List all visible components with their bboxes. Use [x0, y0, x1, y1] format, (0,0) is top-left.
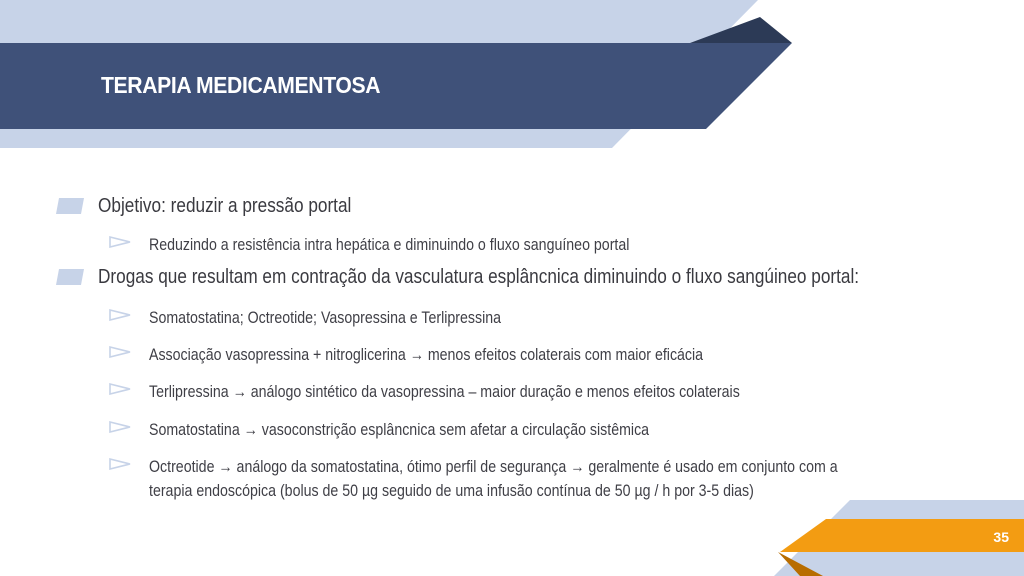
bullet-arrow-icon	[109, 383, 131, 395]
sub-bullet-somatostatina-detail: vasoconstrição esplâncnica sem afetar a circulação sistêmica	[261, 421, 650, 439]
bullet-arrow-icon	[109, 346, 131, 358]
sub-bullet-associacao-subject: Associação vasopressina + nitroglicerina	[149, 346, 406, 364]
right-arrow-icon: →	[409, 346, 424, 364]
sub-bullet-drugs-list: Somatostatina; Octreotide; Vasopressina e Terlipressina	[149, 309, 502, 327]
slide-title: TERAPIA MEDICAMENTOSA	[101, 72, 381, 98]
sub-bullet-terlipressina-subject: Terlipressina	[149, 383, 229, 401]
bullet-square-icon	[56, 198, 84, 214]
sub-bullet-terlipressina-detail: análogo sintético da vasopressina – maior duração e menos efeitos colaterais	[250, 383, 740, 401]
sub-bullet-reduzindo: Reduzindo a resistência intra hepática e diminuindo o fluxo sanguíneo portal	[149, 236, 630, 254]
sub-bullet-octreotide-subject: Octreotide	[149, 458, 215, 476]
bullet-drogas: Drogas que resultam em contração da vasculatura esplâncnica diminuindo o fluxo sangúineo portal:	[98, 266, 860, 288]
sub-bullet-octreotide-profile: análogo da somatostatina, ótimo perfil de segurança	[236, 458, 567, 476]
sub-bullet-terlipressina	[149, 381, 740, 404]
bullet-arrow-icon	[109, 236, 131, 248]
bullet-arrow-icon	[109, 421, 131, 433]
right-arrow-icon: →	[570, 458, 585, 476]
sub-bullet-associacao	[149, 344, 703, 367]
sub-bullet-somatostatina-subject: Somatostatina	[149, 421, 240, 439]
sub-bullet-octreotide-continuation: terapia endoscópica (bolus de 50 µg seguido de uma infusão contínua de 50 µg / h por 3-5 dias)	[149, 482, 754, 500]
right-arrow-icon: →	[232, 383, 247, 401]
sub-bullet-octreotide	[149, 456, 838, 479]
bullet-square-icon	[56, 269, 84, 285]
right-arrow-icon: →	[243, 421, 258, 439]
right-arrow-icon: →	[218, 458, 233, 476]
bullet-objetivo: Objetivo: reduzir a pressão portal	[98, 195, 352, 217]
sub-bullet-octreotide-usage: geralmente é usado em conjunto com a	[588, 458, 838, 476]
bullet-arrow-icon	[109, 458, 131, 470]
sub-bullet-associacao-detail: menos efeitos colaterais com maior eficácia	[427, 346, 704, 364]
bullet-arrow-icon	[109, 309, 131, 321]
sub-bullet-somatostatina	[149, 419, 649, 442]
page-number: 35	[993, 529, 1009, 545]
